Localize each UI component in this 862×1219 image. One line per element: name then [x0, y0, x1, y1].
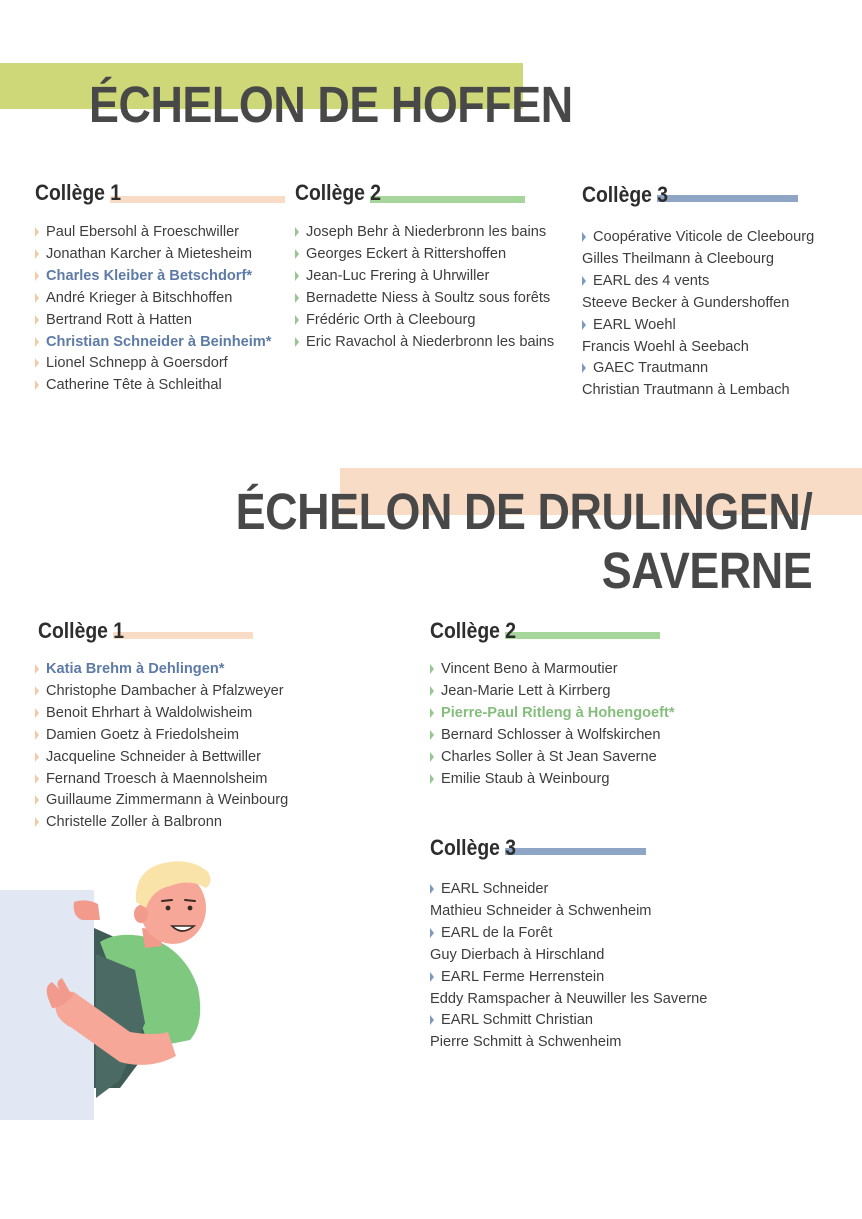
list-item-detail: Guy Dierbach à Hirschland — [430, 946, 605, 963]
list-item-detail: Steeve Becker à Gundershoffen — [582, 294, 790, 311]
list-item-detail: Eddy Ramspacher à Neuwiller les Saverne — [430, 990, 708, 1007]
list-item: EARL des 4 vents — [582, 271, 814, 293]
bullet-icon — [35, 358, 39, 368]
hoffen-college3-list — [582, 227, 814, 402]
bullet-icon — [295, 227, 299, 237]
list-item-detail: Christian Trautmann à Lembach — [582, 382, 790, 399]
bullet-icon — [35, 795, 39, 805]
bullet-icon — [582, 320, 586, 330]
list-item-detail: Pierre Schmitt à Schwenheim — [430, 1034, 622, 1051]
bullet-icon — [35, 664, 39, 674]
college-title: Collège 3 — [582, 182, 669, 207]
list-item: Joseph Behr à Niederbronn les bains — [295, 222, 554, 244]
list-item: Paul Ebersohl à Froeschwiller — [35, 222, 271, 244]
college-title: Collège 1 — [35, 180, 122, 205]
list-item-detail: Gilles Theilmann à Cleebourg — [582, 250, 774, 267]
bullet-icon — [430, 774, 434, 784]
drulingen-title-line2: SAVERNE — [601, 542, 812, 599]
list-item-detail: Francis Woehl à Seebach — [582, 338, 749, 355]
bullet-icon — [35, 380, 39, 390]
list-item: Christophe Dambacher à Pfalzweyer — [35, 681, 288, 703]
list-item-detail: Mathieu Schneider à Schwenheim — [430, 902, 652, 919]
bullet-icon — [582, 363, 586, 373]
heading-underline — [113, 632, 253, 639]
list-item: EARL Schmitt Christian — [430, 1010, 707, 1032]
bullet-icon — [582, 232, 586, 242]
bullet-icon — [35, 708, 39, 718]
list-item: Jean-Marie Lett à Kirrberg — [430, 681, 675, 703]
college-title: Collège 2 — [295, 180, 382, 205]
list-item: Coopérative Viticole de Cleebourg — [582, 227, 814, 249]
list-item: André Krieger à Bitschhoffen — [35, 288, 271, 310]
bullet-icon — [430, 686, 434, 696]
list-item: Jonathan Karcher à Mietesheim — [35, 244, 271, 266]
list-item: EARL Woehl — [582, 315, 814, 337]
list-item: Frédéric Orth à Cleebourg — [295, 310, 554, 332]
bullet-icon — [35, 774, 39, 784]
list-item: EARL Ferme Herrenstein — [430, 967, 707, 989]
drulingen-college1-heading — [38, 618, 258, 644]
list-item: Jean-Luc Frering à Uhrwiller — [295, 266, 554, 288]
heading-underline — [657, 195, 798, 202]
bullet-icon — [430, 928, 434, 938]
hoffen-college2-list — [295, 222, 554, 353]
list-item-highlighted: Katia Brehm à Dehlingen* — [35, 659, 288, 681]
bullet-icon — [35, 337, 39, 347]
drulingen-title-line1: ÉCHELON DE DRULINGEN/ — [235, 483, 812, 540]
bullet-icon — [582, 276, 586, 286]
drulingen-college2-list — [430, 659, 675, 790]
list-item: EARL Schneider — [430, 879, 707, 901]
hoffen-college2-heading — [295, 180, 530, 206]
bullet-icon — [295, 249, 299, 259]
list-item: Damien Goetz à Friedolsheim — [35, 725, 288, 747]
heading-underline — [505, 848, 646, 855]
bullet-icon — [430, 884, 434, 894]
heading-underline — [505, 632, 660, 639]
list-item-highlighted: Pierre-Paul Ritleng à Hohengoeft* — [430, 703, 675, 725]
bullet-icon — [430, 1015, 434, 1025]
bullet-icon — [35, 315, 39, 325]
college-title: Collège 2 — [430, 618, 517, 643]
college-title: Collège 1 — [38, 618, 125, 643]
list-item: Christelle Zoller à Balbronn — [35, 812, 288, 834]
list-item-highlighted: Charles Kleiber à Betschdorf* — [35, 266, 271, 288]
hoffen-college3-heading — [582, 182, 807, 208]
list-item: Catherine Tête à Schleithal — [35, 375, 271, 397]
list-item: Guillaume Zimmermann à Weinbourg — [35, 790, 288, 812]
list-item: Emilie Staub à Weinbourg — [430, 769, 675, 791]
bullet-icon — [430, 708, 434, 718]
drulingen-college2-heading — [430, 618, 665, 644]
bullet-icon — [35, 730, 39, 740]
list-item: GAEC Trautmann — [582, 358, 814, 380]
bullet-icon — [295, 271, 299, 281]
list-item: Bertrand Rott à Hatten — [35, 310, 271, 332]
bullet-icon — [430, 752, 434, 762]
bullet-icon — [35, 817, 39, 827]
list-item: Bernadette Niess à Soultz sous forêts — [295, 288, 554, 310]
drulingen-college3-heading — [430, 835, 655, 861]
heading-underline — [110, 196, 285, 203]
bullet-icon — [430, 664, 434, 674]
hoffen-title: ÉCHELON DE HOFFEN — [89, 76, 573, 133]
bullet-icon — [35, 686, 39, 696]
bullet-icon — [430, 730, 434, 740]
bullet-icon — [35, 271, 39, 281]
list-item: Jacqueline Schneider à Bettwiller — [35, 747, 288, 769]
list-item: Lionel Schnepp à Goersdorf — [35, 353, 271, 375]
bullet-icon — [35, 249, 39, 259]
list-item: EARL de la Forêt — [430, 923, 707, 945]
bullet-icon — [35, 293, 39, 303]
bullet-icon — [35, 752, 39, 762]
list-item: Benoit Ehrhart à Waldolwisheim — [35, 703, 288, 725]
bullet-icon — [295, 315, 299, 325]
list-item-highlighted: Christian Schneider à Beinheim* — [35, 332, 271, 354]
drulingen-college3-list — [430, 879, 707, 1054]
waving-man-behind-board-illustration — [0, 858, 215, 1120]
list-item: Georges Eckert à Rittershoffen — [295, 244, 554, 266]
list-item: Charles Soller à St Jean Saverne — [430, 747, 675, 769]
bullet-icon — [295, 293, 299, 303]
bullet-icon — [430, 972, 434, 982]
heading-underline — [370, 196, 525, 203]
drulingen-college1-list — [35, 659, 288, 834]
bullet-icon — [295, 337, 299, 347]
list-item: Vincent Beno à Marmoutier — [430, 659, 675, 681]
college-title: Collège 3 — [430, 835, 517, 860]
list-item: Bernard Schlosser à Wolfskirchen — [430, 725, 675, 747]
list-item: Eric Ravachol à Niederbronn les bains — [295, 332, 554, 354]
hoffen-college1-heading — [35, 180, 255, 206]
list-item: Fernand Troesch à Maennolsheim — [35, 769, 288, 791]
bullet-icon — [35, 227, 39, 237]
hoffen-college1-list — [35, 222, 271, 397]
